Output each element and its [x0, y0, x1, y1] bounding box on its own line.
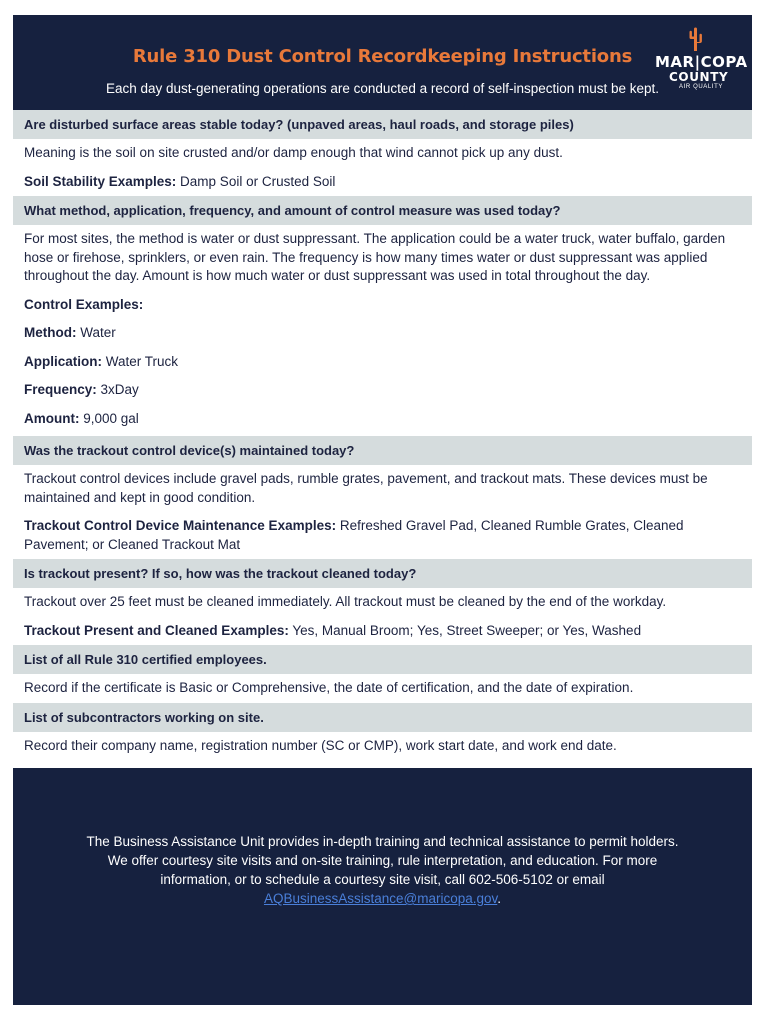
question-surface-stability: Are disturbed surface areas stable today? (unpaved areas, haul roads, and storage piles) — [13, 110, 752, 139]
example-trackout-maintenance — [13, 512, 752, 559]
document-page — [13, 15, 752, 1005]
control-examples-heading — [13, 291, 752, 320]
answer-certified-employees: Record if the certificate is Basic or Comprehensive, the date of certification, and the date of expiration. — [24, 680, 634, 695]
example-label: Trackout Control Device Maintenance Examples: — [24, 518, 337, 533]
application-value: Water Truck — [102, 353, 179, 369]
example-trackout-cleaned — [13, 617, 752, 646]
email-link[interactable]: AQBusinessAssistance@maricopa.gov — [263, 891, 498, 906]
answer-surface-stability: Meaning is the soil on site crusted and/or damp enough that wind cannot pick up any dust. — [24, 145, 563, 160]
method-label: Method: — [24, 325, 77, 340]
page-title: Rule 310 Dust Control Recordkeeping Instructions — [132, 46, 633, 67]
footer-banner — [13, 768, 752, 1005]
amount-value: 9,000 gal — [79, 410, 139, 426]
control-amount — [13, 405, 752, 437]
control-frequency — [13, 376, 752, 405]
answer-control-measure: For most sites, the method is water or dust suppressant. The application could be a water truck, water buffalo, garden hose or firehose, sprinklers, or even rain. The frequency is how many times water or dust suppressant was applied throughout the day. Amount is how much water or dust suppressant was used in total throughout the day. — [24, 231, 726, 283]
footer-period: . — [497, 891, 502, 906]
question-trackout-device: Was the trackout control device(s) maintained today? — [13, 436, 752, 465]
cactus-icon — [687, 25, 703, 51]
example-soil-stability — [13, 168, 752, 197]
question-certified-employees: List of all Rule 310 certified employees. — [13, 645, 752, 674]
footer-line-1: The Business Assistance Unit provides in-depth training and technical assistance to permit holders. — [86, 834, 679, 849]
question-subcontractors: List of subcontractors working on site. — [13, 703, 752, 732]
amount-label: Amount: — [24, 410, 80, 426]
maricopa-county-logo — [653, 25, 753, 95]
answer-trackout-device: Trackout control devices include gravel pads, rumble grates, pavement, and trackout mats. These devices must be maintained and kept in good condition. — [24, 471, 708, 505]
frequency-label: Frequency: — [24, 382, 97, 397]
question-trackout-present: Is trackout present? If so, how was the trackout cleaned today? — [13, 559, 752, 588]
example-label: Trackout Present and Cleaned Examples: — [24, 622, 289, 638]
control-application — [13, 348, 752, 377]
example-value: Damp Soil or Crusted Soil — [176, 173, 336, 189]
example-value: Refreshed Gravel Pad, Cleaned Rumble Grates, Cleaned Pavement; or Cleaned Trackout Mat — [24, 518, 684, 552]
footer-line-2: We offer courtesy site visits and on-site training, rule interpretation, and education. For more — [107, 853, 658, 868]
logo-text-county: COUNTY — [669, 70, 729, 84]
example-value: Yes, Manual Broom; Yes, Street Sweeper; or Yes, Washed — [288, 622, 642, 638]
control-method — [13, 319, 752, 348]
method-value: Water — [76, 325, 116, 340]
answer-trackout-present: Trackout over 25 feet must be cleaned immediately. All trackout must be cleaned by the end of the workday. — [24, 594, 667, 609]
header-banner — [13, 15, 752, 110]
page-subtitle: Each day dust-generating operations are conducted a record of self-inspection must be kept. — [105, 81, 660, 96]
logo-text-maricopa: MAR|COPA — [655, 53, 748, 71]
instructions-content — [13, 110, 752, 760]
question-control-measure: What method, application, frequency, and amount of control measure was used today? — [13, 196, 752, 225]
footer-text — [53, 832, 712, 908]
application-label: Application: — [24, 353, 102, 369]
logo-text-air-quality: AIR QUALITY — [679, 84, 723, 90]
control-examples-label: Control Examples: — [24, 296, 144, 312]
frequency-value: 3xDay — [96, 382, 139, 397]
footer-line-3: information, or to schedule a courtesy site visit, call 602-506-5102 or email — [160, 872, 605, 887]
answer-subcontractors: Record their company name, registration number (SC or CMP), work start date, and work end date. — [24, 737, 617, 753]
example-label: Soil Stability Examples: — [24, 173, 177, 189]
